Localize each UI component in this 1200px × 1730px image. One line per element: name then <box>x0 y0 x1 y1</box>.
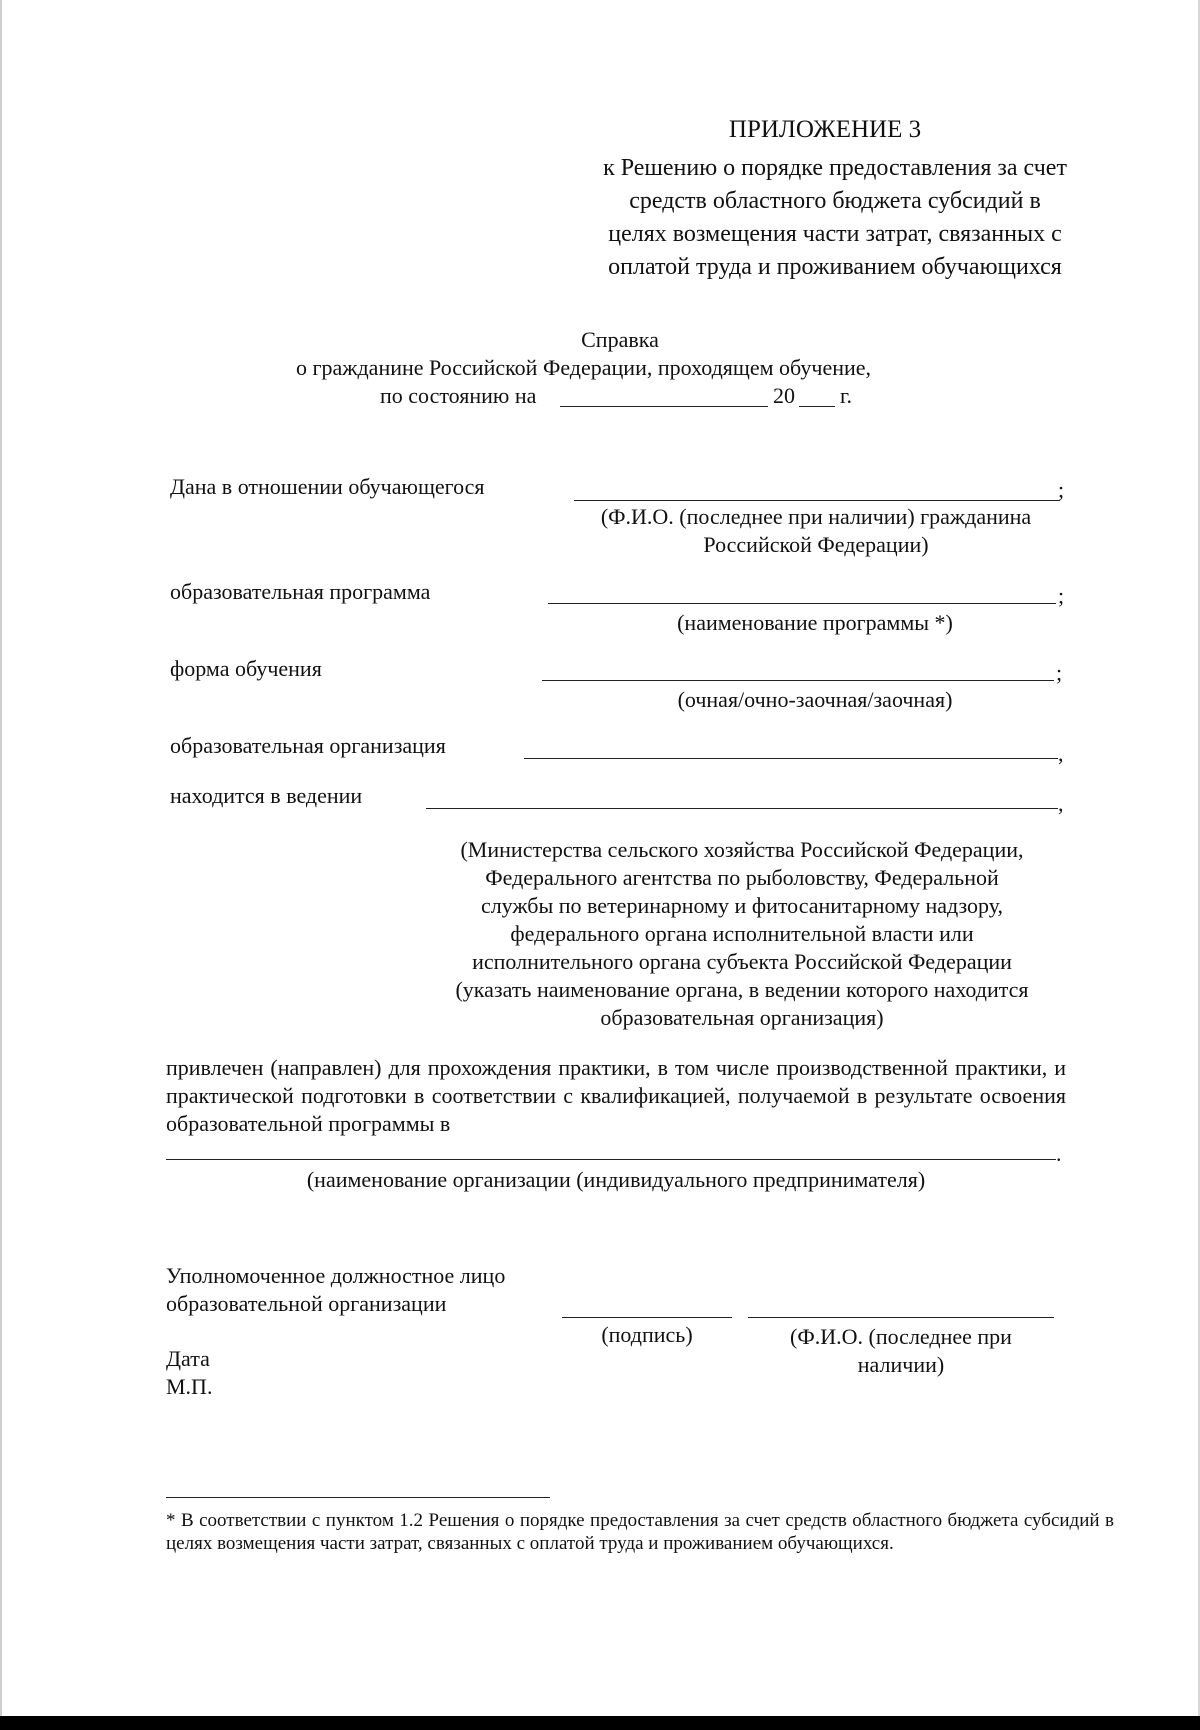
appendix-subtitle-line: средств областного бюджета субсидий в <box>629 188 1041 214</box>
stamp-label: М.П. <box>166 1374 213 1399</box>
jurisdiction-blank[interactable] <box>426 808 1058 809</box>
signature-hint: (подпись) <box>601 1322 693 1347</box>
appendix-subtitle-line: к Решению о порядке предоставления за счет <box>603 155 1067 181</box>
form-hint: (очная/очно-заочная/заочная) <box>677 687 953 712</box>
year-suffix: г. <box>840 383 853 408</box>
jurisdiction-hint-line: (Министерства сельского хозяйства Российской Федерации, <box>460 837 1024 862</box>
program-blank[interactable] <box>548 603 1056 604</box>
practice-end-punct: . <box>1056 1141 1062 1166</box>
jurisdiction-hint-line: (указать наименование органа, в ведении которого находится <box>455 977 1029 1002</box>
document-title: Справка <box>581 327 659 352</box>
year-prefix: 20 <box>773 383 795 408</box>
scan-bottom-bar <box>0 1716 1200 1730</box>
program-label: образовательная программа <box>170 579 431 604</box>
jurisdiction-hint-line: образовательная организация) <box>600 1005 884 1030</box>
program-hint: (наименование программы *) <box>677 610 953 635</box>
scan-edge-left <box>0 0 2 1730</box>
form-end-punct: ; <box>1056 660 1063 685</box>
signatory-label <box>166 1262 505 1318</box>
footnote-text: * В соответствии с пунктом 1.2 Решения о порядке предоставления за счет средств областного бюджета субсидий в целях возмещения части затрат, связанных с оплатой труда и проживанием обучающихся. <box>166 1510 1114 1554</box>
practice-hint: (наименование организации (индивидуального предпринимателя) <box>306 1167 926 1192</box>
jurisdiction-hint-line: службы по ветеринарному и фитосанитарному надзору, <box>480 893 1004 918</box>
date-prefix: по состоянию на <box>380 383 537 408</box>
form-blank[interactable] <box>542 680 1054 681</box>
document-subtitle: о гражданине Российской Федерации, проходящем обучение, <box>296 355 872 380</box>
signatory-name-hint <box>748 1323 1054 1379</box>
signatory-name-blank[interactable] <box>748 1317 1054 1318</box>
appendix-subtitle-line: оплатой труда и проживанием обучающихся <box>608 254 1062 280</box>
footnote-rule <box>166 1497 550 1498</box>
student-hint <box>560 503 1072 559</box>
appendix-subtitle <box>540 152 1130 284</box>
program-end-punct: ; <box>1058 583 1065 608</box>
signatory-name-hint-line: (Ф.И.О. (последнее при <box>790 1324 1012 1349</box>
jurisdiction-label: находится в ведении <box>170 783 363 808</box>
jurisdiction-hint-line: федерального органа исполнительной власти или <box>510 921 974 946</box>
appendix-title: ПРИЛОЖЕНИЕ 3 <box>728 116 922 143</box>
practice-paragraph: привлечен (направлен) для прохождения практики, в том числе производственной практики, и практической подготовки в соответствии с квалификацией, получаемой в результате освоения образовательной программы в <box>166 1055 1066 1136</box>
student-name-blank[interactable] <box>574 500 1060 501</box>
jurisdiction-hint <box>410 836 1074 1032</box>
student-label: Дана в отношении обучающегося <box>170 474 485 499</box>
appendix-subtitle-line: целях возмещения части затрат, связанных с <box>608 221 1062 247</box>
jurisdiction-hint-line: Федерального агентства по рыболовству, Федеральной <box>485 865 999 890</box>
organization-blank[interactable] <box>524 758 1058 759</box>
signature-blank[interactable] <box>562 1317 732 1318</box>
student-hint-line: Российской Федерации) <box>703 532 929 557</box>
jurisdiction-end-punct: , <box>1058 791 1064 816</box>
organization-end-punct: , <box>1058 741 1064 766</box>
date-blank[interactable] <box>560 406 768 407</box>
date-label: Дата <box>166 1346 210 1371</box>
signatory-name-hint-line: наличии) <box>857 1352 945 1377</box>
practice-organization-blank[interactable] <box>166 1159 1056 1160</box>
form-label: форма обучения <box>170 656 322 681</box>
student-end-punct: ; <box>1058 477 1065 502</box>
signatory-label-line: образовательной организации <box>166 1291 447 1316</box>
organization-label: образовательная организация <box>170 733 446 758</box>
signatory-label-line: Уполномоченное должностное лицо <box>166 1263 506 1288</box>
jurisdiction-hint-line: исполнительного органа субъекта Российской Федерации <box>472 949 1012 974</box>
student-hint-line: (Ф.И.О. (последнее при наличии) гражданина <box>600 504 1032 529</box>
year-blank[interactable] <box>799 406 835 407</box>
